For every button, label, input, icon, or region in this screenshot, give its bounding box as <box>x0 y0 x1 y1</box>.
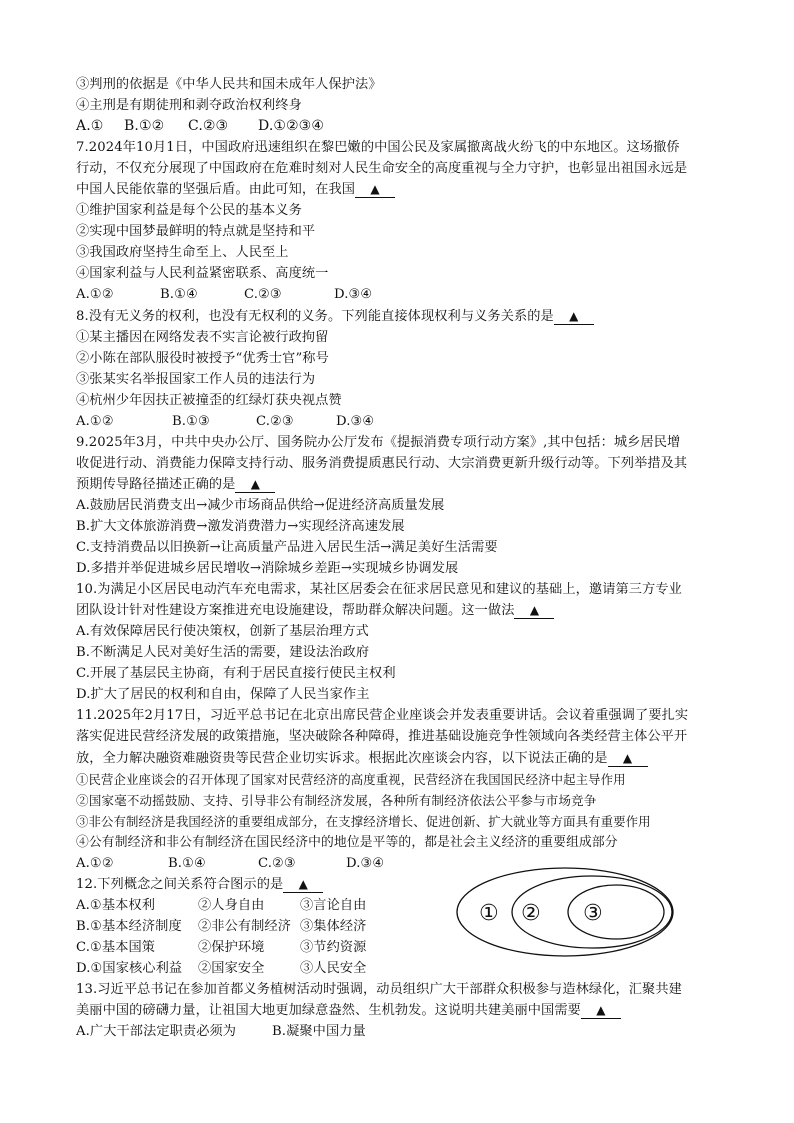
q8-statement-1: ①某主播因在网络发表不实言论被行政拘留 <box>76 329 329 345</box>
q12-option-b: B.①基本经济制度 ②非公有制经济 ③集体经济 <box>76 918 367 934</box>
q11-statement-3: ③非公有制经济是我国经济的重要组成部分，在支撑经济增长、促进创新、扩大就业等方面具有重要作用 <box>76 813 651 829</box>
q8-option-b: B.①③ <box>172 413 210 429</box>
q7-option-d: D.③④ <box>334 287 373 303</box>
q9-option-c: C.支持消费品以旧换新→让高质量产品进入居民生活→满足美好生活需要 <box>76 540 498 556</box>
q7-stem-2: 行动，不仅充分展现了中国政府在危难时刻对人民生命安全的高度重视与全力守护，也彰显出祖国永远是 <box>76 161 688 177</box>
label-1: ① <box>479 901 499 926</box>
answer-blank: ▲ <box>554 309 594 325</box>
q10-option-b: B.不断满足人民对美好生活的需要，建设法治政府 <box>76 645 370 661</box>
q11-stem-3: 放，全力解决融资难融资贵等民营企业切实诉求。根据此次座谈会内容，以下说法正确的是 ▲ <box>76 748 726 769</box>
q6-statement-4: ④主刑是有期徒刑和剥夺政治权利终身 <box>76 98 302 114</box>
q12-stem: 12.下列概念之间关系符合图示的是 ▲ <box>76 874 726 895</box>
q7-statement-4: ④国家利益与人民利益紧密联系、高度统一 <box>76 266 329 282</box>
q9-stem-2: 收促进行动、消费能力保障支持行动、服务消费提质惠民行动、大宗消费更新升级行动等。下列举措及其 <box>76 455 688 471</box>
q8-option-d: D.③④ <box>336 413 375 429</box>
q10-option-a: A.有效保障居民行使决策权，创新了基层治理方式 <box>76 624 369 640</box>
q7-option-c: C.②③ <box>244 287 282 303</box>
q8-option-c: C.②③ <box>256 413 294 429</box>
label-3: ③ <box>583 901 603 926</box>
q11-option-b: B.①④ <box>168 855 206 871</box>
q9-option-d: D.多措并举促进城乡居民增收→消除城乡差距→实现城乡协调发展 <box>76 561 459 577</box>
q7-options <box>76 284 726 305</box>
answer-blank: ▲ <box>235 477 275 493</box>
q11-statement-2: ②国家毫不动摇鼓励、支持、引导非公有制经济发展，各种所有制经济依法公平参与市场竞争 <box>76 792 597 808</box>
q9-stem-3: 预期传导路径描述正确的是 ▲ <box>76 474 726 495</box>
answer-blank: ▲ <box>581 1003 621 1019</box>
answer-blank: ▲ <box>283 877 323 893</box>
answer-blank: ▲ <box>355 182 395 198</box>
q12-option-c: C.①基本国策 ②保护环境 ③节约资源 <box>76 939 367 955</box>
q12-option-d: D.①国家核心利益 ②国家安全 ③人民安全 <box>76 960 367 976</box>
q13-options <box>76 1021 726 1042</box>
q6-option-b: B.①② <box>124 118 165 135</box>
q11-statement-4: ④公有制经济和非公有制经济在国民经济中的地位是平等的，都是社会主义经济的重要组成部分 <box>76 834 618 850</box>
answer-blank: ▲ <box>608 751 648 767</box>
q8-statement-4: ④杭州少年因扶正被撞歪的红绿灯获央视点赞 <box>76 392 342 408</box>
q10-stem-2: 团队设计针对性建设方案推进充电设施建设，帮助群众解决问题。这一做法 ▲ <box>76 600 726 621</box>
q10-option-c: C.开展了基层民主协商，有利于居民直接行使民主权利 <box>76 666 396 682</box>
q8-option-a: A.①② <box>76 413 114 429</box>
q11-stem-1: 11.2025年2月17日，习近平总书记在北京出席民营企业座谈会并发表重要讲话。会议着重强调了要扎实 <box>76 708 689 724</box>
q6-option-a: A.① <box>76 118 104 135</box>
label-2: ② <box>521 901 541 926</box>
q9-option-a: A.鼓励居民消费支出→减少市场商品供给→促进经济高质量发展 <box>76 497 445 513</box>
q7-option-b: B.①④ <box>160 287 198 303</box>
q13-option-b: B.凝聚中国力量 <box>272 1024 366 1040</box>
q7-stem-3: 中国人民能依靠的坚强后盾。由此可知，在我国 ▲ <box>76 179 726 200</box>
q9-stem-1: 9.2025年3月，中共中央办公厅、国务院办公厅发布《提振消费专项行动方案》,其中包括：城乡居民增 <box>76 434 681 450</box>
q10-option-d: D.扩大了居民的权利和自由，保障了人民当家作主 <box>76 687 370 703</box>
q6-options <box>76 116 726 137</box>
q6-statement-3: ③判刑的依据是《中华人民共和国未成年人保护法》 <box>76 77 382 92</box>
q7-stem-1: 7.2024年10月1日，中国政府迅速组织在黎巴嫩的中国公民及家属撤离战火纷飞的中东地区。这场撤侨 <box>76 140 680 156</box>
q9-option-b: B.扩大文体旅游消费→激发消费潜力→实现经济高速发展 <box>76 518 405 534</box>
q7-statement-2: ②实现中国梦最鲜明的特点就是坚持和平 <box>76 224 316 240</box>
q11-option-d: D.③④ <box>346 855 385 871</box>
q12-option-a: A.①基本权利 ②人身自由 ③言论自由 <box>76 897 367 913</box>
q6-option-c: C.②③ <box>188 118 229 135</box>
q11-option-c: C.②③ <box>258 855 296 871</box>
q6-option-d: D.①②③④ <box>258 118 324 135</box>
q11-statement-1: ①民营企业座谈会的召开体现了国家对民营经济的高度重视，民营经济在我国国民经济中起主导作用 <box>76 771 626 787</box>
q10-stem-1: 10.为满足小区居民电动汽车充电需求，某社区居委会在征求居民意见和建议的基础上，邀请第三方专业 <box>76 582 682 598</box>
answer-blank: ▲ <box>514 603 554 619</box>
q13-stem-2: 美丽中国的磅礴力量，让祖国大地更加绿意盎然、生机勃发。这说明共建美丽中国需要 ▲ <box>76 1000 726 1021</box>
q7-option-a: A.①② <box>76 287 114 303</box>
q8-statement-2: ②小陈在部队服役时被授予“优秀士官”称号 <box>76 350 329 366</box>
q11-option-a: A.①② <box>76 855 114 871</box>
q7-statement-3: ③我国政府坚持生命至上、人民至上 <box>76 245 289 261</box>
q11-stem-2: 落实促进民营经济发展的政策措施，坚决破除各种障碍，推进基础设施竞争性领域向各类经营主体公平开 <box>76 729 688 745</box>
q13-option-a: A.广大干部法定职责必须为 <box>76 1024 237 1040</box>
q7-statement-1: ①维护国家利益是每个公民的基本义务 <box>76 203 302 219</box>
q13-stem-1: 13.习近平总书记在参加首都义务植树活动时强调，动员组织广大干部群众积极参与造林绿化，汇聚共建 <box>76 982 682 998</box>
q8-stem-1: 8.没有无义务的权利，也没有无权利的义务。下列能直接体现权利与义务关系的是 ▲ <box>76 306 726 327</box>
nested-ellipses-diagram <box>455 866 675 958</box>
q8-statement-3: ③张某实名举报国家工作人员的违法行为 <box>76 371 316 387</box>
q8-options <box>76 411 726 432</box>
